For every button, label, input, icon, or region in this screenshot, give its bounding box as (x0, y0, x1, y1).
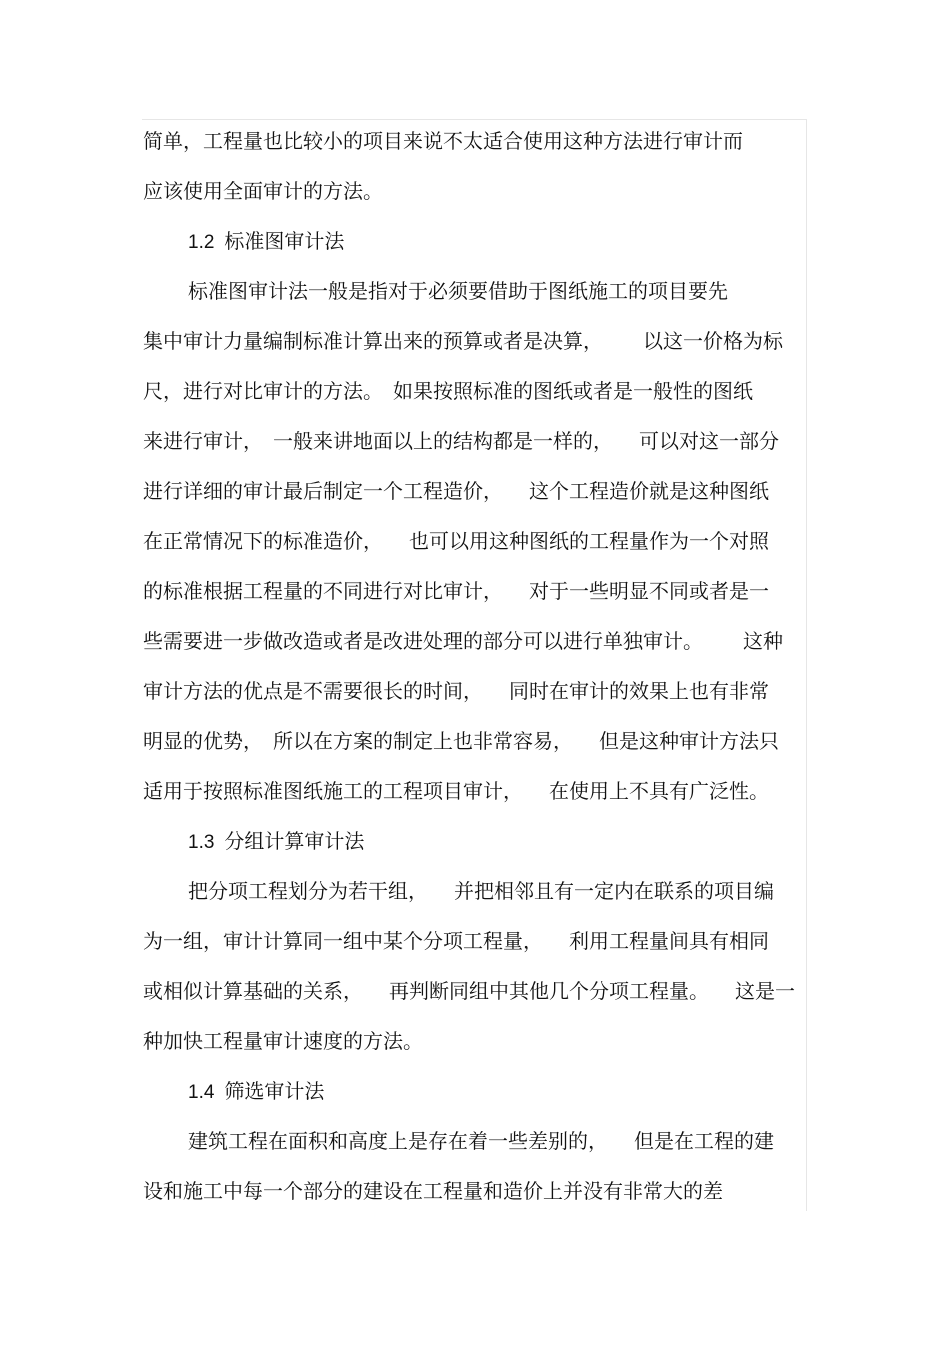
text-run: 可以对这一部分 (639, 429, 779, 453)
paragraph-line-18 (188, 1126, 774, 1156)
section-heading-1-2 (188, 226, 344, 256)
text-run: 种加快工程量审计速度的方法。 (143, 1029, 423, 1053)
paragraph-line-9 (143, 576, 769, 606)
section-title: 筛选审计法 (224, 1079, 325, 1103)
paragraph-line-17 (143, 1026, 423, 1056)
text-run: 来进行审计， (143, 429, 263, 453)
text-run: 再判断同组中其他几个分项工程量。 (389, 979, 709, 1003)
text-run: 对于一些明显不同或者是一 (529, 579, 769, 603)
text-run: 这是一 (735, 979, 795, 1003)
paragraph-line-13 (143, 776, 769, 806)
text-run: 适用于按照标准图纸施工的工程项目审计， (143, 779, 523, 803)
text-run: 把分项工程划分为若干组， (188, 879, 428, 903)
paragraph-line-4 (143, 326, 783, 356)
text-run: 同时在审计的效果上也有非常 (509, 679, 769, 703)
text-run: 这个工程造价就是这种图纸 (529, 479, 769, 503)
text-run: 以这一价格为标 (643, 329, 783, 353)
text-run: 集中审计力量编制标准计算出来的预算或者是决算， (143, 329, 603, 353)
paragraph-line-7 (143, 476, 769, 506)
paragraph-line-11 (143, 676, 769, 706)
paragraph-line-3 (188, 276, 728, 306)
section-title: 标准图审计法 (224, 229, 345, 253)
section-title: 分组计算审计法 (224, 829, 365, 853)
text-run: 在使用上不具有广泛性。 (549, 779, 769, 803)
text-run: 但是这种审计方法只 (599, 729, 779, 753)
section-number: 1.2 (188, 232, 215, 253)
text-run: 利用工程量间具有相同 (569, 929, 769, 953)
text-run: 应该使用全面审计的方法。 (143, 179, 383, 203)
text-run: 一般来讲地面以上的结构都是一样的， (273, 429, 613, 453)
text-run: 但是在工程的建 (634, 1129, 774, 1153)
text-run: 并把相邻且有一定内在联系的项目编 (454, 879, 774, 903)
text-run: 或相似计算基础的关系， (143, 979, 363, 1003)
text-run: 审计方法的优点是不需要很长的时间， (143, 679, 483, 703)
text-run: 也可以用这种图纸的工程量作为一个对照 (409, 529, 769, 553)
paragraph-line-2 (143, 176, 383, 206)
paragraph-line-15 (143, 926, 769, 956)
text-run: 简单，工程量也比较小的项目来说不太适合使用这种方法进行审计而 (143, 129, 743, 153)
text-run: 尺，进行对比审计的方法。 (143, 379, 383, 403)
text-run: 的标准根据工程量的不同进行对比审计， (143, 579, 503, 603)
text-run: 建筑工程在面积和高度上是存在着一些差别的， (188, 1129, 608, 1153)
text-run: 在正常情况下的标准造价， (143, 529, 383, 553)
text-run: 为一组，审计计算同一组中某个分项工程量， (143, 929, 543, 953)
text-run: 明显的优势， (143, 729, 263, 753)
text-run: 这种 (743, 629, 783, 653)
text-run: 所以在方案的制定上也非常容易， (273, 729, 573, 753)
text-run: 如果按照标准的图纸或者是一般性的图纸 (393, 379, 753, 403)
section-heading-1-4 (188, 1076, 324, 1106)
paragraph-line-6 (143, 426, 779, 456)
paragraph-line-12 (143, 726, 779, 756)
paragraph-line-19 (143, 1176, 723, 1206)
paragraph-line-14 (188, 876, 774, 906)
paragraph-line-8 (143, 526, 769, 556)
paragraph-line-5 (143, 376, 753, 406)
text-run: 设和施工中每一个部分的建设在工程量和造价上并没有非常大的差 (143, 1179, 723, 1203)
paragraph-line-10 (143, 626, 783, 656)
section-number: 1.4 (188, 1082, 215, 1103)
section-heading-1-3 (188, 826, 364, 856)
text-run: 进行详细的审计最后制定一个工程造价， (143, 479, 503, 503)
section-number: 1.3 (188, 832, 215, 853)
paragraph-line-1 (143, 126, 743, 156)
text-run: 标准图审计法一般是指对于必须要借助于图纸施工的项目要先 (188, 279, 728, 303)
text-run: 些需要进一步做改造或者是改进处理的部分可以进行单独审计。 (143, 629, 703, 653)
paragraph-line-16 (143, 976, 795, 1006)
